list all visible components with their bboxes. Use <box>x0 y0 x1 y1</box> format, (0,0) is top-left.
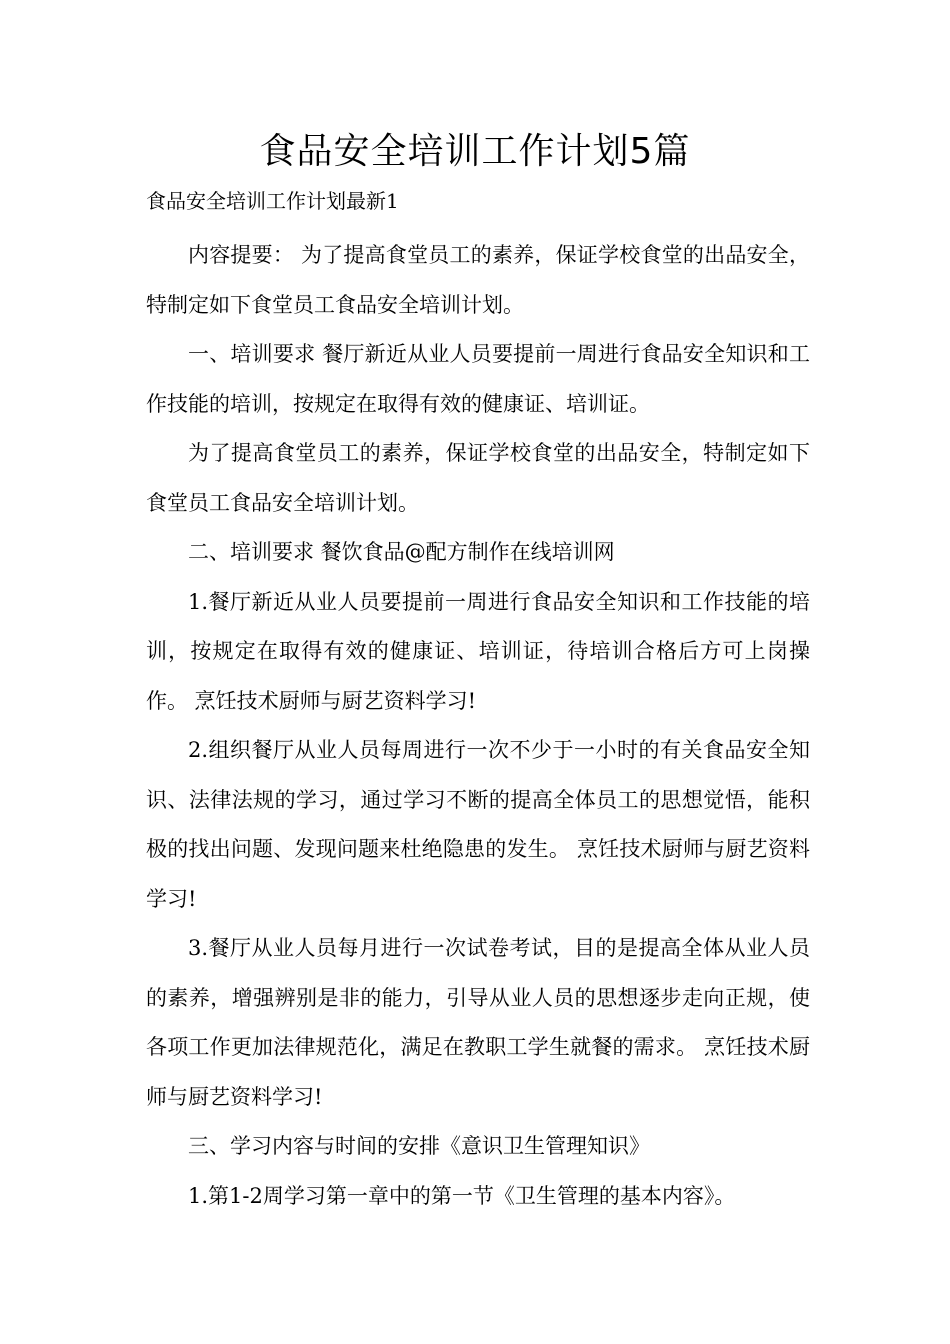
paragraph-summary: 内容提要： 为了提高食堂员工的素养，保证学校食堂的出品安全，特制定如下食堂员工食品安全培训计划。 <box>146 243 810 317</box>
paragraph-item-2: 2.组织餐厅从业人员每周进行一次不少于一小时的有关食品安全知识、法律法规的学习，通过学习不断的提高全体员工的思想觉悟，能积极的找出问题、发现问题来杜绝隐患的发生。 烹饪技术厨师与厨艺资料学习! <box>146 738 810 911</box>
paragraph-schedule-1: 1.第1-2周学习第一章中的第一节《卫生管理的基本内容》。 <box>188 1183 736 1208</box>
paragraph-section-1: 一、培训要求 餐厅新近从业人员要提前一周进行食品安全知识和工作技能的培训，按规定在取得有效的健康证、培训证。 <box>146 342 810 416</box>
paragraph-section-3: 三、学习内容与时间的安排《意识卫生管理知识》 <box>188 1134 650 1158</box>
paragraph-item-1: 1.餐厅新近从业人员要提前一周进行食品安全知识和工作技能的培训，按规定在取得有效的健康证、培训证，待培训合格后方可上岗操作。 烹饪技术厨师与厨艺资料学习! <box>146 589 810 713</box>
paragraph-item-3: 3.餐厅从业人员每月进行一次试卷考试，目的是提高全体从业人员的素养，增强辨别是非的能力，引导从业人员的思想逐步走向正规，使各项工作更加法律规范化，满足在教职工学生就餐的需求。 烹饪技术厨师与厨艺资料学习! <box>146 936 810 1109</box>
document-body <box>146 231 810 1221</box>
document-title: 食品安全培训工作计划5篇 <box>259 131 691 172</box>
document-subtitle: 食品安全培训工作计划最新1 <box>146 189 399 213</box>
paragraph-section-2: 二、培训要求 餐饮食品@配方制作在线培训网 <box>188 540 615 564</box>
paragraph-purpose: 为了提高食堂员工的素养，保证学校食堂的出品安全，特制定如下食堂员工食品安全培训计划。 <box>146 441 810 515</box>
